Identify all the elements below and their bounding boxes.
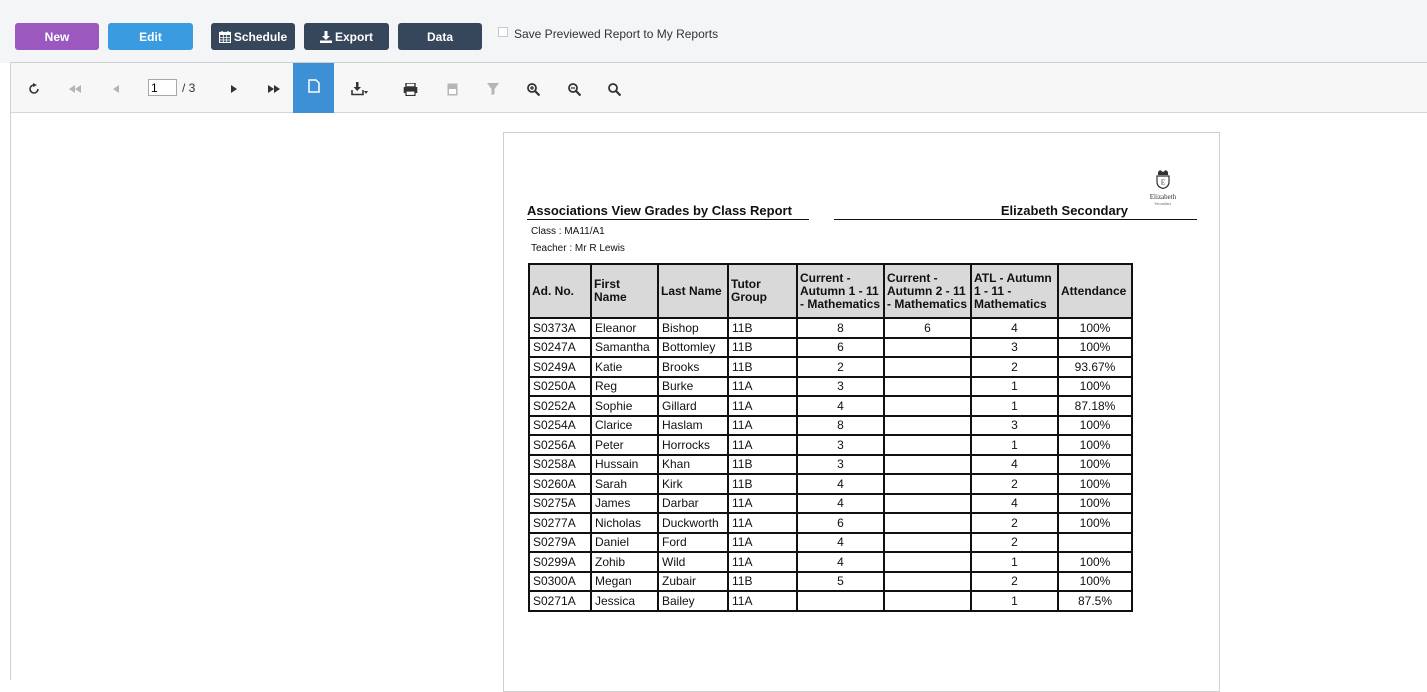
cell-tutor-group: 11A (728, 533, 797, 553)
teacher-label: Teacher : Mr R Lewis (531, 243, 625, 254)
cell-attendance: 100% (1058, 474, 1132, 494)
cell-ad-no: S0249A (529, 357, 591, 377)
viewer-toolbar (11, 63, 1427, 113)
cell-first-name: Clarice (591, 416, 658, 436)
cell-attendance: 100% (1058, 338, 1132, 358)
cell-tutor-group: 11B (728, 357, 797, 377)
cell-attendance: 93.67% (1058, 357, 1132, 377)
cell-attendance: 100% (1058, 494, 1132, 514)
cell-current-autumn-2 (884, 357, 971, 377)
cell-tutor-group: 11B (728, 474, 797, 494)
cell-atl-autumn-1: 4 (971, 318, 1058, 338)
table-row (529, 318, 1132, 338)
cell-ad-no: S0258A (529, 455, 591, 475)
table-row (529, 552, 1132, 572)
cell-attendance: 100% (1058, 377, 1132, 397)
report-page (503, 132, 1220, 692)
cell-current-autumn-1: 8 (797, 318, 884, 338)
cell-attendance: 100% (1058, 318, 1132, 338)
cell-atl-autumn-1: 3 (971, 338, 1058, 358)
cell-attendance: 100% (1058, 455, 1132, 475)
cell-atl-autumn-1: 2 (971, 572, 1058, 592)
cell-last-name: Gillard (658, 396, 728, 416)
cell-current-autumn-2 (884, 513, 971, 533)
table-row (529, 435, 1132, 455)
cell-last-name: Zubair (658, 572, 728, 592)
cell-atl-autumn-1: 1 (971, 377, 1058, 397)
cell-atl-autumn-1: 3 (971, 416, 1058, 436)
title-underline (527, 219, 809, 220)
class-label: Class : MA11/A1 (531, 226, 605, 237)
column-header-tutor-group: Tutor Group (728, 264, 797, 318)
page-count: / 3 (182, 81, 196, 95)
export-button-label: Export (334, 29, 373, 44)
table-row (529, 455, 1132, 475)
save-previewed-label: Save Previewed Report to My Reports (514, 27, 719, 41)
column-header-atl-autumn-1: ATL - Autumn 1 - 11 - Mathematics (971, 264, 1058, 318)
cell-tutor-group: 11B (728, 572, 797, 592)
cell-current-autumn-2 (884, 455, 971, 475)
grades-table (528, 263, 1133, 612)
column-header-ad-no: Ad. No. (529, 264, 591, 318)
cell-last-name: Darbar (658, 494, 728, 514)
cell-last-name: Horrocks (658, 435, 728, 455)
table-row (529, 591, 1132, 611)
table-row (529, 357, 1132, 377)
cell-ad-no: S0260A (529, 474, 591, 494)
table-row (529, 396, 1132, 416)
cell-ad-no: S0254A (529, 416, 591, 436)
cell-current-autumn-2 (884, 474, 971, 494)
school-underline (834, 219, 1197, 220)
cell-first-name: Megan (591, 572, 658, 592)
edit-button[interactable] (108, 23, 193, 50)
data-button-label: Data (426, 29, 453, 44)
print-icon[interactable] (402, 81, 418, 97)
cell-ad-no: S0275A (529, 494, 591, 514)
logo-subtext: Secondary (1154, 201, 1172, 206)
cell-first-name: Reg (591, 377, 658, 397)
column-header-last-name: Last Name (658, 264, 728, 318)
cell-first-name: Zohib (591, 552, 658, 572)
table-row (529, 377, 1132, 397)
cell-tutor-group: 11A (728, 513, 797, 533)
cell-ad-no: S0247A (529, 338, 591, 358)
logo-name: Elizabeth (1149, 193, 1177, 201)
cell-current-autumn-1 (797, 591, 884, 611)
cell-last-name: Bottomley (658, 338, 728, 358)
cell-current-autumn-2 (884, 396, 971, 416)
cell-first-name: Samantha (591, 338, 658, 358)
cell-current-autumn-1: 3 (797, 455, 884, 475)
cell-last-name: Bailey (658, 591, 728, 611)
cell-first-name: James (591, 494, 658, 514)
cell-first-name: Sarah (591, 474, 658, 494)
cell-current-autumn-1: 4 (797, 396, 884, 416)
refresh-icon[interactable] (26, 81, 42, 97)
cell-current-autumn-1: 4 (797, 494, 884, 514)
column-header-current-autumn-2: Current - Autumn 2 - 11 - Mathematics (884, 264, 971, 318)
cell-current-autumn-2 (884, 591, 971, 611)
table-header-row (529, 264, 1132, 318)
cell-current-autumn-1: 4 (797, 552, 884, 572)
column-header-current-autumn-1: Current - Autumn 1 - 11 - Mathematics (797, 264, 884, 318)
table-row (529, 474, 1132, 494)
last-page-icon[interactable] (266, 81, 282, 97)
cell-first-name: Jessica (591, 591, 658, 611)
cell-ad-no: S0256A (529, 435, 591, 455)
download-icon[interactable] (350, 81, 370, 97)
cell-atl-autumn-1: 1 (971, 396, 1058, 416)
cell-current-autumn-1: 2 (797, 357, 884, 377)
cell-current-autumn-1: 5 (797, 572, 884, 592)
cell-tutor-group: 11B (728, 338, 797, 358)
page-number-input[interactable] (148, 79, 177, 96)
cell-tutor-group: 11B (728, 455, 797, 475)
cell-current-autumn-2 (884, 533, 971, 553)
table-row (529, 494, 1132, 514)
table-row (529, 572, 1132, 592)
column-header-first-name: First Name (591, 264, 658, 318)
cell-last-name: Haslam (658, 416, 728, 436)
action-bar (0, 0, 1427, 63)
cell-atl-autumn-1: 1 (971, 435, 1058, 455)
cell-last-name: Khan (658, 455, 728, 475)
cell-first-name: Nicholas (591, 513, 658, 533)
cell-ad-no: S0299A (529, 552, 591, 572)
cell-last-name: Burke (658, 377, 728, 397)
cell-tutor-group: 11B (728, 318, 797, 338)
cell-current-autumn-1: 3 (797, 377, 884, 397)
calendar-icon (219, 31, 231, 43)
cell-tutor-group: 11A (728, 377, 797, 397)
cell-current-autumn-2 (884, 435, 971, 455)
save-previewed-checkbox[interactable] (498, 27, 508, 37)
cell-ad-no: S0252A (529, 396, 591, 416)
cell-atl-autumn-1: 2 (971, 357, 1058, 377)
cell-ad-no: S0300A (529, 572, 591, 592)
page-view-button[interactable] (293, 63, 334, 113)
cell-current-autumn-2 (884, 572, 971, 592)
cell-current-autumn-2 (884, 494, 971, 514)
cell-attendance: 87.5% (1058, 591, 1132, 611)
cell-last-name: Ford (658, 533, 728, 553)
cell-attendance: 100% (1058, 552, 1132, 572)
column-header-attendance: Attendance (1058, 264, 1132, 318)
cell-attendance: 100% (1058, 416, 1132, 436)
cell-ad-no: S0279A (529, 533, 591, 553)
cell-current-autumn-1: 8 (797, 416, 884, 436)
cell-ad-no: S0277A (529, 513, 591, 533)
crest-icon (1155, 169, 1171, 189)
cell-current-autumn-1: 3 (797, 435, 884, 455)
cell-tutor-group: 11A (728, 435, 797, 455)
cell-current-autumn-2 (884, 338, 971, 358)
cell-current-autumn-2: 6 (884, 318, 971, 338)
data-button[interactable] (398, 23, 482, 50)
cell-first-name: Katie (591, 357, 658, 377)
cell-attendance: 87.18% (1058, 396, 1132, 416)
cell-atl-autumn-1: 2 (971, 533, 1058, 553)
page-view-icon (308, 79, 320, 98)
download-icon (320, 31, 332, 43)
school-name: Elizabeth Secondary (1000, 203, 1128, 218)
cell-current-autumn-2 (884, 377, 971, 397)
export-button[interactable] (304, 23, 389, 50)
previous-page-icon[interactable] (108, 81, 124, 97)
cell-last-name: Brooks (658, 357, 728, 377)
cell-last-name: Kirk (658, 474, 728, 494)
zoom-out-icon[interactable] (566, 81, 582, 97)
cell-last-name: Wild (658, 552, 728, 572)
cell-attendance: 100% (1058, 572, 1132, 592)
table-row (529, 338, 1132, 358)
cell-current-autumn-1: 4 (797, 474, 884, 494)
zoom-in-icon[interactable] (525, 81, 541, 97)
cell-first-name: Daniel (591, 533, 658, 553)
new-button-label: New (44, 29, 70, 44)
cell-attendance: 100% (1058, 513, 1132, 533)
cell-current-autumn-1: 4 (797, 533, 884, 553)
cell-current-autumn-1: 6 (797, 513, 884, 533)
cell-atl-autumn-1: 4 (971, 494, 1058, 514)
cell-tutor-group: 11A (728, 552, 797, 572)
cell-first-name: Eleanor (591, 318, 658, 338)
svg-text:E: E (1160, 178, 1166, 187)
table-row (529, 416, 1132, 436)
table-row (529, 533, 1132, 553)
cell-ad-no: S0250A (529, 377, 591, 397)
cell-atl-autumn-1: 4 (971, 455, 1058, 475)
cell-tutor-group: 11A (728, 416, 797, 436)
filter-icon[interactable] (485, 81, 501, 97)
edit-button-label: Edit (139, 29, 162, 44)
cell-atl-autumn-1: 1 (971, 552, 1058, 572)
cell-last-name: Bishop (658, 318, 728, 338)
cell-ad-no: S0271A (529, 591, 591, 611)
cell-current-autumn-2 (884, 416, 971, 436)
next-page-icon[interactable] (226, 81, 242, 97)
cell-tutor-group: 11A (728, 494, 797, 514)
cell-first-name: Hussain (591, 455, 658, 475)
cell-current-autumn-1: 6 (797, 338, 884, 358)
table-row (529, 513, 1132, 533)
zoom-reset-icon[interactable] (606, 81, 622, 97)
print-page-icon[interactable] (444, 81, 460, 97)
report-title: Associations View Grades by Class Report (527, 203, 792, 218)
cell-atl-autumn-1: 1 (971, 591, 1058, 611)
school-logo (1145, 169, 1181, 209)
cell-attendance: 100% (1058, 435, 1132, 455)
schedule-button-label: Schedule (233, 29, 288, 44)
cell-atl-autumn-1: 2 (971, 474, 1058, 494)
cell-tutor-group: 11A (728, 591, 797, 611)
cell-first-name: Peter (591, 435, 658, 455)
schedule-button[interactable] (211, 23, 295, 50)
cell-attendance (1058, 533, 1132, 553)
cell-ad-no: S0373A (529, 318, 591, 338)
cell-current-autumn-2 (884, 552, 971, 572)
cell-tutor-group: 11A (728, 396, 797, 416)
first-page-icon[interactable] (67, 81, 83, 97)
cell-first-name: Sophie (591, 396, 658, 416)
new-button[interactable] (15, 23, 99, 50)
cell-atl-autumn-1: 2 (971, 513, 1058, 533)
cell-last-name: Duckworth (658, 513, 728, 533)
